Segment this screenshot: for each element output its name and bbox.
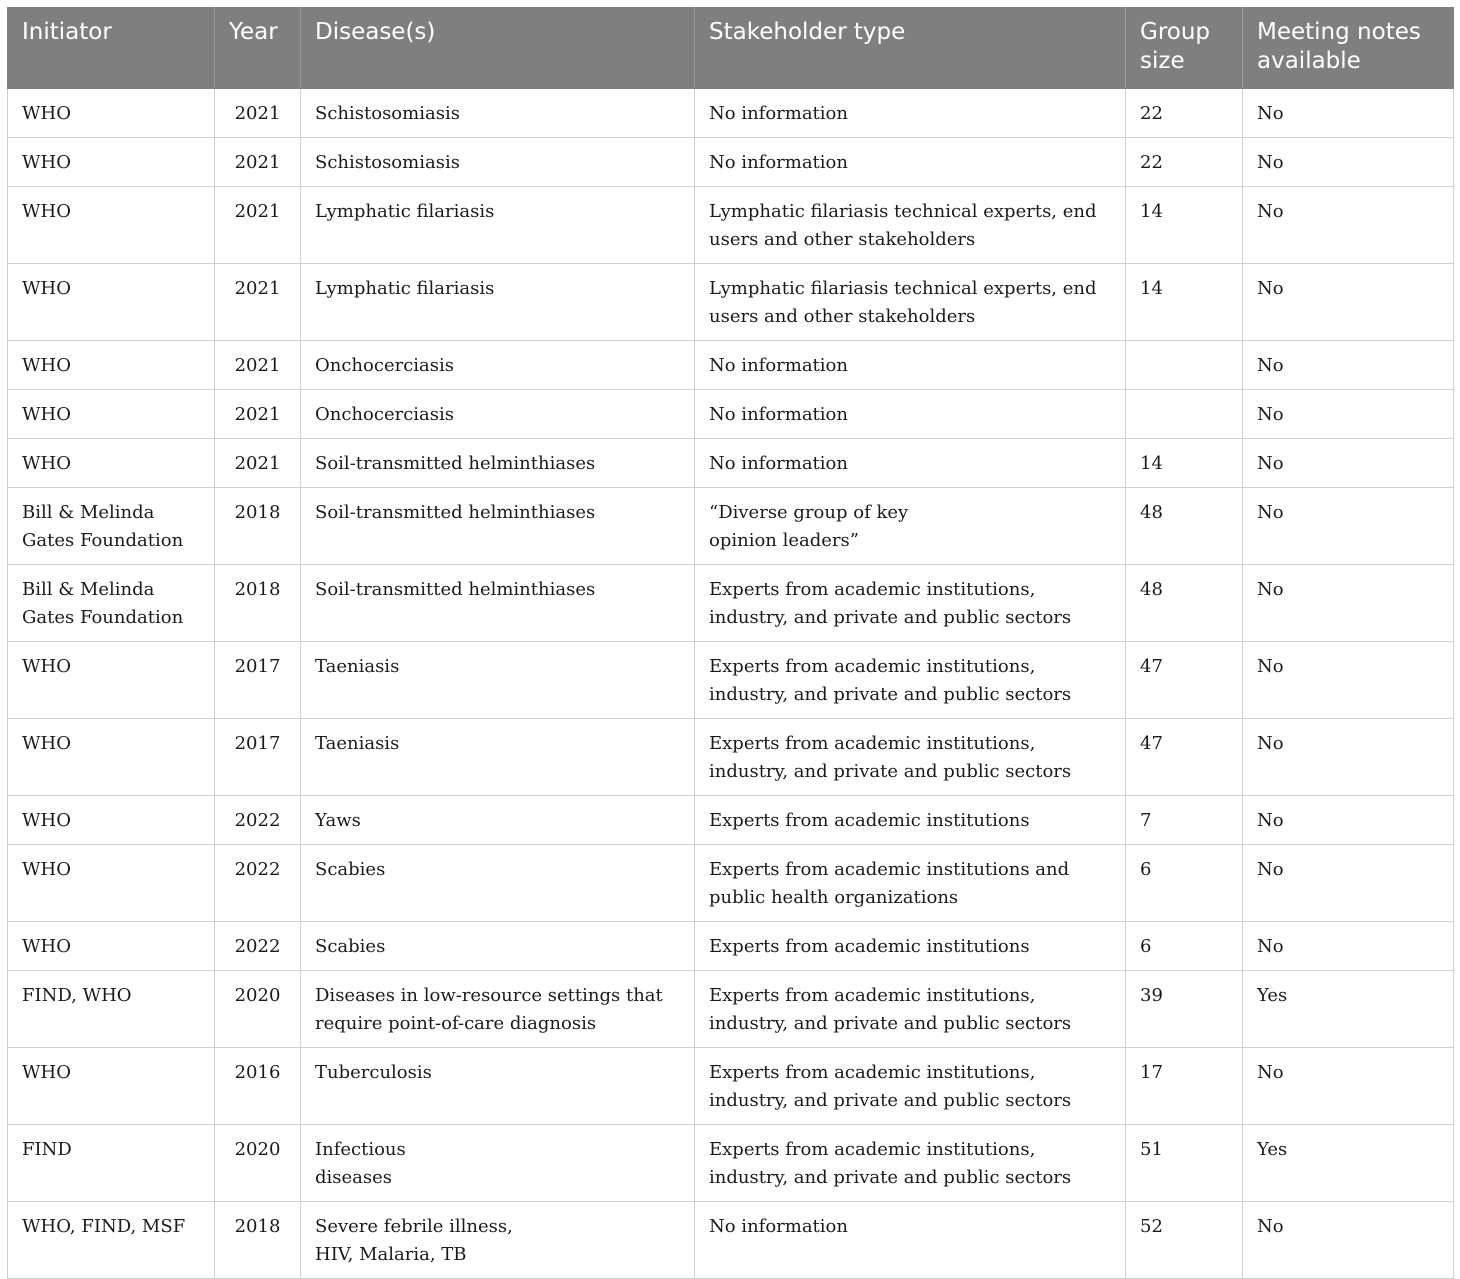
cell-initiator: WHO bbox=[8, 845, 215, 922]
cell-group-size bbox=[1126, 341, 1243, 390]
cell-year: 2020 bbox=[215, 971, 301, 1048]
table-row bbox=[8, 642, 1454, 719]
table-row bbox=[8, 796, 1454, 845]
cell-initiator: WHO bbox=[8, 264, 215, 341]
cell-meeting-notes: No bbox=[1243, 565, 1454, 642]
table-row bbox=[8, 565, 1454, 642]
header-stakeholder-type: Stakeholder type bbox=[695, 7, 1126, 89]
cell-year: 2016 bbox=[215, 1048, 301, 1125]
cell-diseases: Scabies bbox=[301, 922, 695, 971]
cell-initiator: WHO bbox=[8, 89, 215, 138]
cell-group-size: 6 bbox=[1126, 922, 1243, 971]
cell-initiator: FIND bbox=[8, 1125, 215, 1202]
cell-initiator: WHO bbox=[8, 796, 215, 845]
cell-initiator: WHO bbox=[8, 390, 215, 439]
table-row bbox=[8, 719, 1454, 796]
cell-group-size: 48 bbox=[1126, 488, 1243, 565]
cell-year: 2018 bbox=[215, 565, 301, 642]
cell-group-size: 22 bbox=[1126, 138, 1243, 187]
cell-group-size: 14 bbox=[1126, 187, 1243, 264]
cell-stakeholder-type: Experts from academic institutions, industry, and private and public sectors bbox=[695, 565, 1126, 642]
cell-stakeholder-type: Experts from academic institutions bbox=[695, 796, 1126, 845]
cell-meeting-notes: No bbox=[1243, 1202, 1454, 1279]
cell-stakeholder-type: No information bbox=[695, 89, 1126, 138]
cell-meeting-notes: No bbox=[1243, 1048, 1454, 1125]
cell-year: 2021 bbox=[215, 341, 301, 390]
header-initiator: Initiator bbox=[8, 7, 215, 89]
cell-stakeholder-type: No information bbox=[695, 439, 1126, 488]
cell-meeting-notes: No bbox=[1243, 89, 1454, 138]
cell-meeting-notes: No bbox=[1243, 187, 1454, 264]
cell-year: 2022 bbox=[215, 845, 301, 922]
cell-group-size: 14 bbox=[1126, 264, 1243, 341]
cell-initiator: WHO, FIND, MSF bbox=[8, 1202, 215, 1279]
cell-initiator: Bill & Melinda Gates Foundation bbox=[8, 488, 215, 565]
cell-meeting-notes: No bbox=[1243, 922, 1454, 971]
cell-year: 2021 bbox=[215, 390, 301, 439]
cell-year: 2018 bbox=[215, 488, 301, 565]
cell-meeting-notes: No bbox=[1243, 390, 1454, 439]
cell-diseases: Soil-transmitted helminthiases bbox=[301, 565, 695, 642]
table-row bbox=[8, 1202, 1454, 1279]
table-row bbox=[8, 390, 1454, 439]
cell-meeting-notes: No bbox=[1243, 719, 1454, 796]
cell-year: 2017 bbox=[215, 642, 301, 719]
cell-diseases: Schistosomiasis bbox=[301, 89, 695, 138]
cell-group-size: 7 bbox=[1126, 796, 1243, 845]
cell-stakeholder-type: Experts from academic institutions, industry, and private and public sectors bbox=[695, 1048, 1126, 1125]
cell-year: 2020 bbox=[215, 1125, 301, 1202]
cell-meeting-notes: No bbox=[1243, 138, 1454, 187]
cell-year: 2017 bbox=[215, 719, 301, 796]
cell-stakeholder-type: Experts from academic institutions, industry, and private and public sectors bbox=[695, 971, 1126, 1048]
table-row bbox=[8, 264, 1454, 341]
cell-initiator: WHO bbox=[8, 1048, 215, 1125]
table-row bbox=[8, 488, 1454, 565]
cell-year: 2021 bbox=[215, 187, 301, 264]
cell-diseases: Yaws bbox=[301, 796, 695, 845]
cell-stakeholder-type: Lymphatic filariasis technical experts, end users and other stakeholders bbox=[695, 187, 1126, 264]
cell-group-size: 47 bbox=[1126, 719, 1243, 796]
cell-group-size: 17 bbox=[1126, 1048, 1243, 1125]
cell-year: 2018 bbox=[215, 1202, 301, 1279]
cell-diseases: Schistosomiasis bbox=[301, 138, 695, 187]
table-row bbox=[8, 1125, 1454, 1202]
cell-stakeholder-type: Lymphatic filariasis technical experts, end users and other stakeholders bbox=[695, 264, 1126, 341]
cell-initiator: WHO bbox=[8, 719, 215, 796]
cell-diseases: Soil-transmitted helminthiases bbox=[301, 488, 695, 565]
cell-group-size bbox=[1126, 390, 1243, 439]
table-row bbox=[8, 971, 1454, 1048]
cell-initiator: WHO bbox=[8, 439, 215, 488]
cell-year: 2022 bbox=[215, 922, 301, 971]
cell-diseases: Scabies bbox=[301, 845, 695, 922]
cell-diseases: Severe febrile illness, HIV, Malaria, TB bbox=[301, 1202, 695, 1279]
cell-meeting-notes: No bbox=[1243, 439, 1454, 488]
cell-group-size: 6 bbox=[1126, 845, 1243, 922]
cell-meeting-notes: No bbox=[1243, 642, 1454, 719]
cell-meeting-notes: No bbox=[1243, 796, 1454, 845]
cell-stakeholder-type: No information bbox=[695, 341, 1126, 390]
cell-diseases: Tuberculosis bbox=[301, 1048, 695, 1125]
cell-stakeholder-type: Experts from academic institutions, industry, and private and public sectors bbox=[695, 719, 1126, 796]
cell-year: 2021 bbox=[215, 89, 301, 138]
cell-year: 2021 bbox=[215, 138, 301, 187]
cell-meeting-notes: No bbox=[1243, 341, 1454, 390]
cell-group-size: 22 bbox=[1126, 89, 1243, 138]
cell-stakeholder-type: Experts from academic institutions, industry, and private and public sectors bbox=[695, 1125, 1126, 1202]
cell-stakeholder-type: Experts from academic institutions and public health organizations bbox=[695, 845, 1126, 922]
cell-meeting-notes: No bbox=[1243, 488, 1454, 565]
cell-initiator: WHO bbox=[8, 642, 215, 719]
table-row bbox=[8, 89, 1454, 138]
cell-diseases: Diseases in low-resource settings that require point-of-care diagnosis bbox=[301, 971, 695, 1048]
table-row bbox=[8, 187, 1454, 264]
cell-diseases: Soil-transmitted helminthiases bbox=[301, 439, 695, 488]
cell-diseases: Onchocerciasis bbox=[301, 390, 695, 439]
header-diseases: Disease(s) bbox=[301, 7, 695, 89]
cell-diseases: Lymphatic filariasis bbox=[301, 187, 695, 264]
cell-stakeholder-type: “Diverse group of key opinion leaders” bbox=[695, 488, 1126, 565]
header-meeting-notes: Meeting notes available bbox=[1243, 7, 1454, 89]
cell-initiator: WHO bbox=[8, 922, 215, 971]
cell-year: 2021 bbox=[215, 439, 301, 488]
cell-initiator: WHO bbox=[8, 138, 215, 187]
cell-year: 2021 bbox=[215, 264, 301, 341]
cell-group-size: 52 bbox=[1126, 1202, 1243, 1279]
cell-stakeholder-type: No information bbox=[695, 138, 1126, 187]
cell-year: 2022 bbox=[215, 796, 301, 845]
cell-stakeholder-type: No information bbox=[695, 1202, 1126, 1279]
cell-meeting-notes: No bbox=[1243, 264, 1454, 341]
cell-diseases: Onchocerciasis bbox=[301, 341, 695, 390]
header-year: Year bbox=[215, 7, 301, 89]
table-row bbox=[8, 922, 1454, 971]
cell-diseases: Infectious diseases bbox=[301, 1125, 695, 1202]
cell-stakeholder-type: No information bbox=[695, 390, 1126, 439]
table-header-row bbox=[8, 7, 1454, 89]
cell-initiator: Bill & Melinda Gates Foundation bbox=[8, 565, 215, 642]
table-row bbox=[8, 439, 1454, 488]
cell-diseases: Lymphatic filariasis bbox=[301, 264, 695, 341]
cell-meeting-notes: Yes bbox=[1243, 971, 1454, 1048]
cell-stakeholder-type: Experts from academic institutions bbox=[695, 922, 1126, 971]
stakeholder-meetings-table bbox=[7, 7, 1454, 1279]
cell-group-size: 51 bbox=[1126, 1125, 1243, 1202]
cell-initiator: WHO bbox=[8, 341, 215, 390]
table-row bbox=[8, 138, 1454, 187]
cell-meeting-notes: Yes bbox=[1243, 1125, 1454, 1202]
stakeholder-meetings-table-container bbox=[7, 7, 1453, 1279]
cell-diseases: Taeniasis bbox=[301, 719, 695, 796]
cell-group-size: 48 bbox=[1126, 565, 1243, 642]
cell-group-size: 14 bbox=[1126, 439, 1243, 488]
cell-group-size: 39 bbox=[1126, 971, 1243, 1048]
header-group-size: Group size bbox=[1126, 7, 1243, 89]
cell-diseases: Taeniasis bbox=[301, 642, 695, 719]
cell-initiator: WHO bbox=[8, 187, 215, 264]
table-row bbox=[8, 845, 1454, 922]
table-row bbox=[8, 1048, 1454, 1125]
cell-stakeholder-type: Experts from academic institutions, industry, and private and public sectors bbox=[695, 642, 1126, 719]
table-row bbox=[8, 341, 1454, 390]
cell-initiator: FIND, WHO bbox=[8, 971, 215, 1048]
cell-group-size: 47 bbox=[1126, 642, 1243, 719]
cell-meeting-notes: No bbox=[1243, 845, 1454, 922]
